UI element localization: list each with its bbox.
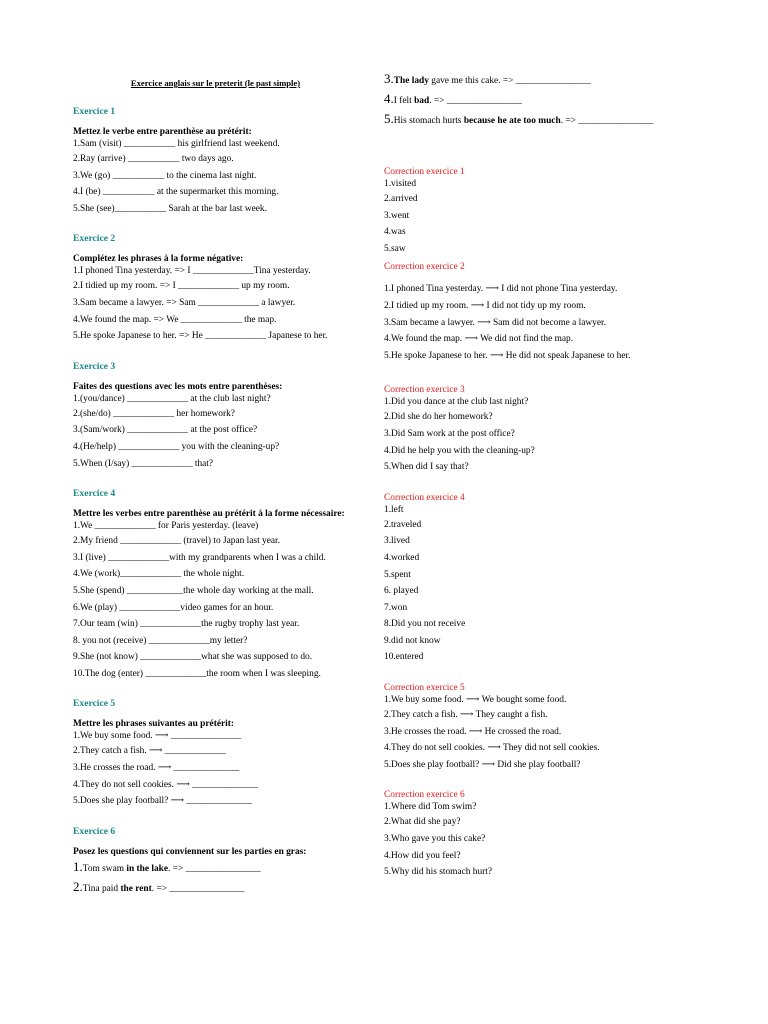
- exercise-2: [73, 233, 383, 344]
- exercise-line: 4.We found the map. => We _____________ the map.: [73, 314, 277, 325]
- exercise-line: 1.I phoned Tina yesterday. => I _____________Tina yesterday.: [73, 266, 311, 277]
- exercise-5: [73, 698, 383, 809]
- correction-line: 2.They catch a fish. ⟶ They caught a fish.: [384, 710, 548, 721]
- exercise-line: 5.Does she play football? ⟶ ______________: [73, 796, 253, 807]
- correction-line: 5.Why did his stomach hurt?: [384, 867, 493, 878]
- correction-line: 3.lived: [384, 536, 410, 547]
- correction-line: 4.was: [384, 227, 406, 238]
- correction-line: 3.Who gave you this cake?: [384, 834, 486, 845]
- correction-line: 5.He spoke Japanese to her. ⟶ He did not speak Japanese to her.: [384, 350, 631, 361]
- correction-line: 4.They do not sell cookies. ⟶ They did not sell cookies.: [384, 743, 600, 754]
- correction-line: 2.What did she pay?: [384, 817, 461, 828]
- exercise-line: 2.My friend _____________ (travel) to Japan last year.: [73, 536, 280, 547]
- exercise-line: 5.She (spend) ____________the whole day working at the mall.: [73, 585, 314, 596]
- exercise-line: 1.We _____________ for Paris yesterday. (leave): [73, 521, 259, 532]
- exercise-heading: Exercice 5: [73, 698, 116, 710]
- correction-line: 2.arrived: [384, 194, 418, 204]
- correction-line: 5.saw: [384, 243, 406, 254]
- exercise-line: 4.They do not sell cookies. ⟶ ______________: [73, 779, 258, 790]
- correction-6: [384, 789, 764, 880]
- exercise-heading: Exercice 6: [73, 825, 116, 837]
- correction-line: 4.We found the map. ⟶ We did not find the map.: [384, 334, 574, 345]
- correction-line: 4.Did he help you with the cleaning-up?: [384, 445, 535, 456]
- correction-line: 8.Did you not receive: [384, 619, 466, 630]
- right-column: [384, 70, 764, 881]
- exercise-heading: Exercice 2: [73, 233, 116, 245]
- exercise-line: 4.I (be) ___________ at the supermarket this morning.: [73, 187, 279, 198]
- correction-line: 3.He crosses the road. ⟶ He crossed the road.: [384, 726, 562, 737]
- correction-line: 3.went: [384, 210, 410, 221]
- correction-line: 9.did not know: [384, 635, 441, 646]
- correction-heading: Correction exercice 3: [384, 385, 465, 396]
- exercise-line: 3.We (go) ___________ to the cinema last night.: [73, 170, 257, 181]
- correction-line: 5.Does she play football? ⟶ Did she play football?: [384, 759, 581, 770]
- exercise-heading: Exercice 3: [73, 360, 116, 372]
- question-item: 3.The lady gave me this cake. => ________________: [384, 71, 591, 86]
- correction-heading: Correction exercice 6: [384, 790, 465, 801]
- correction-heading: Correction exercice 1: [384, 167, 465, 177]
- exercise-line: 1.We buy some food. ⟶ _______________: [73, 731, 242, 742]
- correction-line: 7.won: [384, 602, 408, 613]
- question-item: 5.His stomach hurts because he ate too much. => ________________: [384, 111, 654, 126]
- correction-4: [384, 492, 764, 666]
- correction-line: 3.Did Sam work at the post office?: [384, 428, 515, 439]
- exercise-instruction: Faites des questions avec les mots entre parenthèses:: [73, 381, 283, 392]
- exercise-line: 2.Ray (arrive) ___________ two days ago.: [73, 154, 234, 164]
- correction-heading: Correction exercice 2: [384, 262, 465, 273]
- correction-line: 1.We buy some food. ⟶ We bought some food.: [384, 695, 567, 706]
- exercise-line: 2.I tidied up my room. => I _____________ up my room.: [73, 281, 290, 292]
- exercise-line: 2.(she/do) _____________ her homework?: [73, 408, 235, 419]
- exercise-instruction: Mettre les phrases suivantes au prétérit:: [73, 719, 234, 730]
- question-item: 2.Tina paid the rent. => ________________: [73, 878, 245, 894]
- correction-heading: Correction exercice 4: [384, 492, 465, 503]
- correction-line: 4.How did you feel?: [384, 850, 461, 861]
- exercise-3: [73, 361, 383, 472]
- exercise-line: 4.We (work)_____________ the whole night.: [73, 569, 245, 580]
- exercise-line: 4.(He/help) _____________ you with the cleaning-up?: [73, 441, 280, 452]
- correction-1: [384, 166, 764, 257]
- exercise-line: 3.(Sam/work) _____________ at the post office?: [73, 425, 258, 436]
- correction-line: 2.I tidied up my room. ⟶ I did not tidy up my room.: [384, 300, 586, 311]
- exercise-line: 5.He spoke Japanese to her. => He _____________ Japanese to her.: [73, 331, 328, 342]
- exercise-heading: Exercice 4: [73, 488, 116, 500]
- exercise-line: 5.She (see)___________ Sarah at the bar last week.: [73, 203, 267, 214]
- correction-line: 6. played: [384, 586, 419, 597]
- correction-line: 1.Where did Tom swim?: [384, 802, 477, 813]
- correction-2: [384, 261, 764, 364]
- exercise-line: 6.We (play) _____________video games for an hour.: [73, 602, 274, 613]
- correction-line: 2.traveled: [384, 519, 422, 530]
- exercise-line: 10.The dog (enter) _____________the room when I was sleeping.: [73, 668, 321, 679]
- exercise-line: 9.She (not know) _____________what she was supposed to do.: [73, 652, 313, 663]
- question-item: 4.I felt bad. => ________________: [384, 91, 522, 106]
- correction-line: 1.visited: [384, 179, 417, 189]
- exercise-line: 3.He crosses the road. ⟶ ______________: [73, 763, 240, 774]
- correction-line: 10.entered: [384, 652, 424, 663]
- exercise-line: 1.Sam (visit) ___________ his girlfriend last weekend.: [73, 139, 280, 149]
- exercise-1: [73, 106, 383, 217]
- exercise-line: 7.Our team (win) _____________the rugby trophy last year.: [73, 619, 300, 630]
- correction-line: 1.left: [384, 504, 404, 515]
- page-title: Exercice anglais sur le preterit (le past simple): [130, 78, 301, 88]
- exercise-instruction: Complétez les phrases à la forme négative:: [73, 254, 244, 265]
- correction-line: 5.When did I say that?: [384, 462, 469, 473]
- exercise-6: [73, 826, 383, 898]
- left-column: [73, 76, 383, 898]
- exercise-line: 3.Sam became a lawyer. => Sam _____________ a lawyer.: [73, 297, 296, 308]
- correction-heading: Correction exercice 5: [384, 683, 465, 694]
- correction-line: 4.worked: [384, 552, 420, 563]
- correction-3: [384, 384, 764, 475]
- correction-line: 1.I phoned Tina yesterday. ⟶ I did not phone Tina yesterday.: [384, 284, 618, 295]
- exercise-instruction: Posez les questions qui conviennent sur les parties en gras:: [73, 846, 307, 857]
- correction-line: 3.Sam became a lawyer. ⟶ Sam did not become a lawyer.: [384, 317, 606, 328]
- exercise-instruction: Mettre les verbes entre parenthèse au prétérit à la forme nécessaire:: [73, 509, 345, 520]
- correction-line: 2.Did she do her homework?: [384, 412, 493, 423]
- exercise-4: [73, 488, 383, 682]
- exercise-line: 3.I (live) _____________with my grandparents when I was a child.: [73, 552, 326, 563]
- correction-5: [384, 682, 764, 773]
- correction-line: 5.spent: [384, 569, 411, 580]
- exercise-heading: Exercice 1: [73, 106, 116, 117]
- exercise-line: 1.(you/dance) _____________ at the club last night?: [73, 393, 271, 404]
- correction-line: 1.Did you dance at the club last night?: [384, 397, 529, 408]
- exercise-line: 8. you not (receive) _____________my letter?: [73, 635, 248, 646]
- exercise-line: 2.They catch a fish. ⟶ _____________: [73, 746, 226, 757]
- question-item: 1.Tom swam in the lake. => ________________: [73, 858, 261, 874]
- exercise-instruction: Mettez le verbe entre parenthèse au prétérit:: [73, 127, 252, 137]
- exercise-line: 5.When (I/say) _____________ that?: [73, 458, 214, 469]
